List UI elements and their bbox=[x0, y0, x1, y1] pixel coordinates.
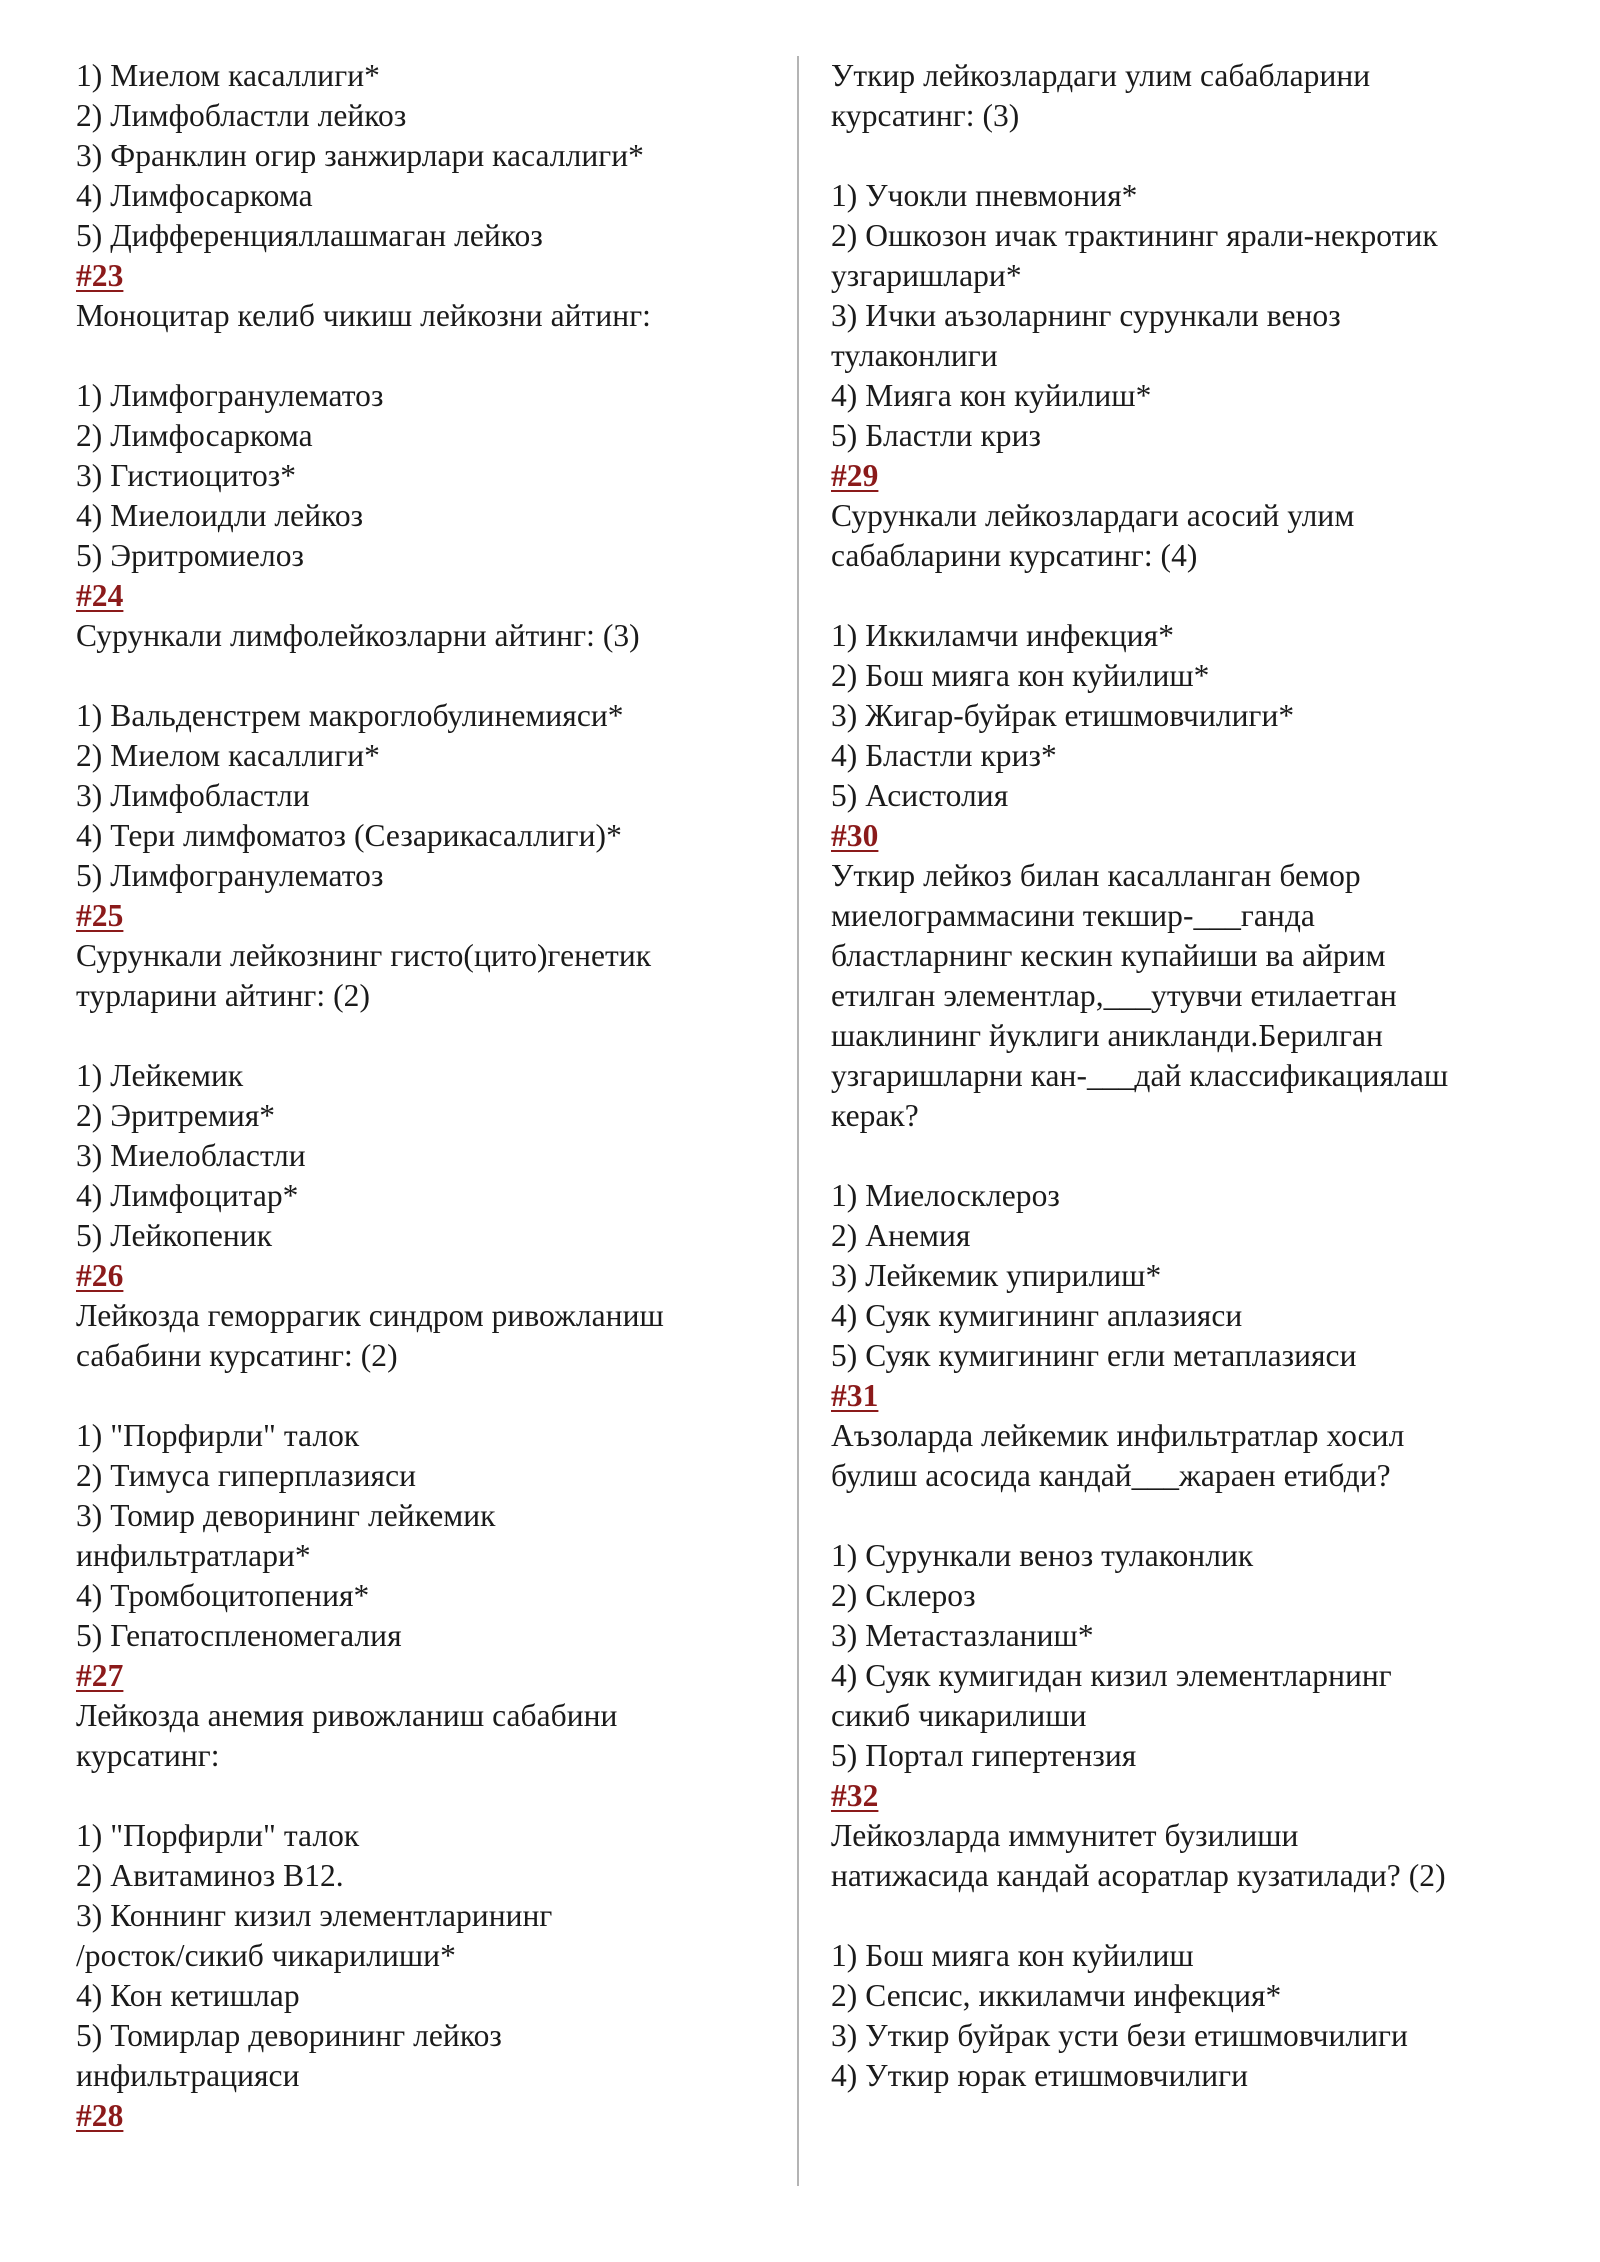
text-line: Лейкозда геморрагик синдром ривожланиш bbox=[76, 1298, 664, 1333]
text-line: 3) Миелобластли bbox=[76, 1138, 306, 1173]
text-line: курсатинг: (3) bbox=[831, 98, 1020, 133]
text-line: 1) Учокли пневмония* bbox=[831, 178, 1138, 213]
text-line: 4) Лимфосаркома bbox=[76, 178, 313, 213]
text-line: 1) Миелосклероз bbox=[831, 1178, 1060, 1213]
text-line: инфильтратлари* bbox=[76, 1538, 311, 1573]
text-line: булиш асосида кандай___жараен етибди? bbox=[831, 1458, 1391, 1493]
text-line: 2) Тимуса гиперплазияси bbox=[76, 1458, 417, 1493]
text-line: 1) Иккиламчи инфекция* bbox=[831, 618, 1175, 653]
text-line: 3) Метастазланиш* bbox=[831, 1618, 1094, 1653]
question-number bbox=[76, 2096, 766, 2136]
question-number-label: #29 bbox=[831, 458, 879, 493]
text-line: 2) Лимфосаркома bbox=[76, 418, 313, 453]
text-line: сикиб чикарилиши bbox=[831, 1698, 1087, 1733]
question-number bbox=[831, 1776, 1531, 1816]
text-line: 2) Авитаминоз В12. bbox=[76, 1858, 344, 1893]
text-line: 4) Кон кетишлар bbox=[76, 1978, 300, 2013]
text-line: 4) Тери лимфоматоз (Сезарикасаллиги)* bbox=[76, 818, 622, 853]
text-line: Лейкозда анемия ривожланиш сабабини bbox=[76, 1698, 618, 1733]
text-line: 5) Лейкопеник bbox=[76, 1218, 273, 1253]
text-line: узгаришларни кан-___дай классификациялаш bbox=[831, 1058, 1449, 1093]
text-line: бластларнинг кескин купайиши ва айрим bbox=[831, 938, 1386, 973]
question-number bbox=[76, 256, 766, 296]
text-line: 4) Лимфоцитар* bbox=[76, 1178, 299, 1213]
question-number bbox=[76, 896, 766, 936]
text-line: курсатинг: bbox=[76, 1738, 220, 1773]
text-line: 3) Коннинг кизил элементларининг bbox=[76, 1898, 553, 1933]
text-line: 2) Ошкозон ичак трактининг ярали-некротик bbox=[831, 218, 1438, 253]
text-line: 3) Уткир буйрак усти бези етишмовчилиги bbox=[831, 2018, 1408, 2053]
text-line: турларини айтинг: (2) bbox=[76, 978, 370, 1013]
text-line: тулаконлиги bbox=[831, 338, 998, 373]
blank-line bbox=[831, 1896, 1531, 1936]
question-number-label: #25 bbox=[76, 898, 124, 933]
text-line: Сурункали лейкознинг гисто(цито)генетик bbox=[76, 938, 652, 973]
question-number bbox=[76, 1656, 766, 1696]
question-number bbox=[831, 816, 1531, 856]
text-line: 1) "Порфирли" талок bbox=[76, 1418, 360, 1453]
text-line: 2) Бош мияга кон куйилиш* bbox=[831, 658, 1210, 693]
text-line: Сурункали лейкозлардаги асосий улим bbox=[831, 498, 1355, 533]
blank-line bbox=[76, 656, 766, 696]
column-divider bbox=[797, 56, 799, 2186]
text-line: 5) Эритромиелоз bbox=[76, 538, 305, 573]
blank-line bbox=[831, 136, 1531, 176]
question-number-label: #32 bbox=[831, 1778, 879, 1813]
text-line: етилган элементлар,___утувчи етилаетган bbox=[831, 978, 1397, 1013]
text-line: Уткир лейкоз билан касалланган бемор bbox=[831, 858, 1361, 893]
text-line: 1) Бош мияга кон куйилиш bbox=[831, 1938, 1194, 1973]
text-line: натижасида кандай асоратлар кузатилади? (2) bbox=[831, 1858, 1446, 1893]
text-line: 4) Уткир юрак етишмовчилиги bbox=[831, 2058, 1249, 2093]
text-line: 2) Эритремия* bbox=[76, 1098, 276, 1133]
text-line: керак? bbox=[831, 1098, 919, 1133]
text-line: 3) Франклин огир занжирлари касаллиги* bbox=[76, 138, 644, 173]
blank-line bbox=[831, 576, 1531, 616]
text-line: /росток/сикиб чикарилиши* bbox=[76, 1938, 456, 1973]
text-line: 4) Миелоидли лейкоз bbox=[76, 498, 364, 533]
text-line: 5) Портал гипертензия bbox=[831, 1738, 1137, 1773]
question-number-label: #23 bbox=[76, 258, 124, 293]
text-line: Уткир лейкозлардаги улим сабабларини bbox=[831, 58, 1371, 93]
question-number-label: #28 bbox=[76, 2098, 124, 2133]
text-line: 2) Лимфобластли лейкоз bbox=[76, 98, 407, 133]
text-line: узгаришлари* bbox=[831, 258, 1022, 293]
text-line: 3) Гистиоцитоз* bbox=[76, 458, 297, 493]
text-line: 4) Мияга кон куйилиш* bbox=[831, 378, 1152, 413]
text-line: Аъзоларда лейкемик инфильтратлар хосил bbox=[831, 1418, 1405, 1453]
blank-line bbox=[76, 336, 766, 376]
right-column bbox=[831, 56, 1531, 2096]
text-line: Лейкозларда иммунитет бузилиши bbox=[831, 1818, 1299, 1853]
text-line: 5) Суяк кумигининг егли метаплазияси bbox=[831, 1338, 1357, 1373]
question-number bbox=[76, 576, 766, 616]
text-line: инфильтрацияси bbox=[76, 2058, 300, 2093]
question-number-label: #30 bbox=[831, 818, 879, 853]
blank-line bbox=[76, 1016, 766, 1056]
text-line: 5) Гепатоспленомегалия bbox=[76, 1618, 402, 1653]
text-line: шаклининг йуклиги аникланди.Берилган bbox=[831, 1018, 1383, 1053]
blank-line bbox=[76, 1376, 766, 1416]
question-number bbox=[76, 1256, 766, 1296]
question-number-label: #26 bbox=[76, 1258, 124, 1293]
left-column bbox=[76, 56, 766, 2136]
text-line: сабабини курсатинг: (2) bbox=[76, 1338, 398, 1373]
text-line: 1) "Порфирли" талок bbox=[76, 1818, 360, 1853]
text-line: 3) Ички аъзоларнинг сурункали веноз bbox=[831, 298, 1341, 333]
text-line: 1) Лимфогранулематоз bbox=[76, 378, 384, 413]
text-line: 5) Бластли криз bbox=[831, 418, 1042, 453]
text-line: сабабларини курсатинг: (4) bbox=[831, 538, 1198, 573]
text-line: 1) Лейкемик bbox=[76, 1058, 244, 1093]
question-number-label: #31 bbox=[831, 1378, 879, 1413]
text-line: 5) Томирлар деворининг лейкоз bbox=[76, 2018, 502, 2053]
question-number bbox=[831, 456, 1531, 496]
text-line: 1) Вальденстрем макроглобулинемияси* bbox=[76, 698, 624, 733]
text-line: 1) Миелом касаллиги* bbox=[76, 58, 380, 93]
text-line: 1) Сурункали веноз тулаконлик bbox=[831, 1538, 1254, 1573]
question-number-label: #24 bbox=[76, 578, 124, 613]
text-line: 2) Миелом касаллиги* bbox=[76, 738, 380, 773]
text-line: Моноцитар келиб чикиш лейкозни айтинг: bbox=[76, 298, 651, 333]
text-line: 3) Жигар-буйрак етишмовчилиги* bbox=[831, 698, 1295, 733]
text-line: 2) Анемия bbox=[831, 1218, 971, 1253]
text-line: 5) Асистолия bbox=[831, 778, 1009, 813]
question-number-label: #27 bbox=[76, 1658, 124, 1693]
text-line: 2) Склероз bbox=[831, 1578, 976, 1613]
text-line: 3) Лимфобластли bbox=[76, 778, 310, 813]
blank-line bbox=[831, 1136, 1531, 1176]
text-line: 4) Суяк кумигининг аплазияси bbox=[831, 1298, 1243, 1333]
blank-line bbox=[831, 1496, 1531, 1536]
text-line: Сурункали лимфолейкозларни айтинг: (3) bbox=[76, 618, 640, 653]
text-line: 3) Томир деворининг лейкемик bbox=[76, 1498, 496, 1533]
text-line: 4) Бластли криз* bbox=[831, 738, 1057, 773]
blank-line bbox=[76, 1776, 766, 1816]
text-line: 5) Лимфогранулематоз bbox=[76, 858, 384, 893]
text-line: 2) Сепсис, иккиламчи инфекция* bbox=[831, 1978, 1282, 2013]
text-line: миелограммасини текшир-___ганда bbox=[831, 898, 1315, 933]
text-line: 5) Дифференцияллашмаган лейкоз bbox=[76, 218, 543, 253]
question-number bbox=[831, 1376, 1531, 1416]
text-line: 3) Лейкемик упирилиш* bbox=[831, 1258, 1162, 1293]
text-line: 4) Суяк кумигидан кизил элементларнинг bbox=[831, 1658, 1392, 1693]
text-line: 4) Тромбоцитопения* bbox=[76, 1578, 370, 1613]
